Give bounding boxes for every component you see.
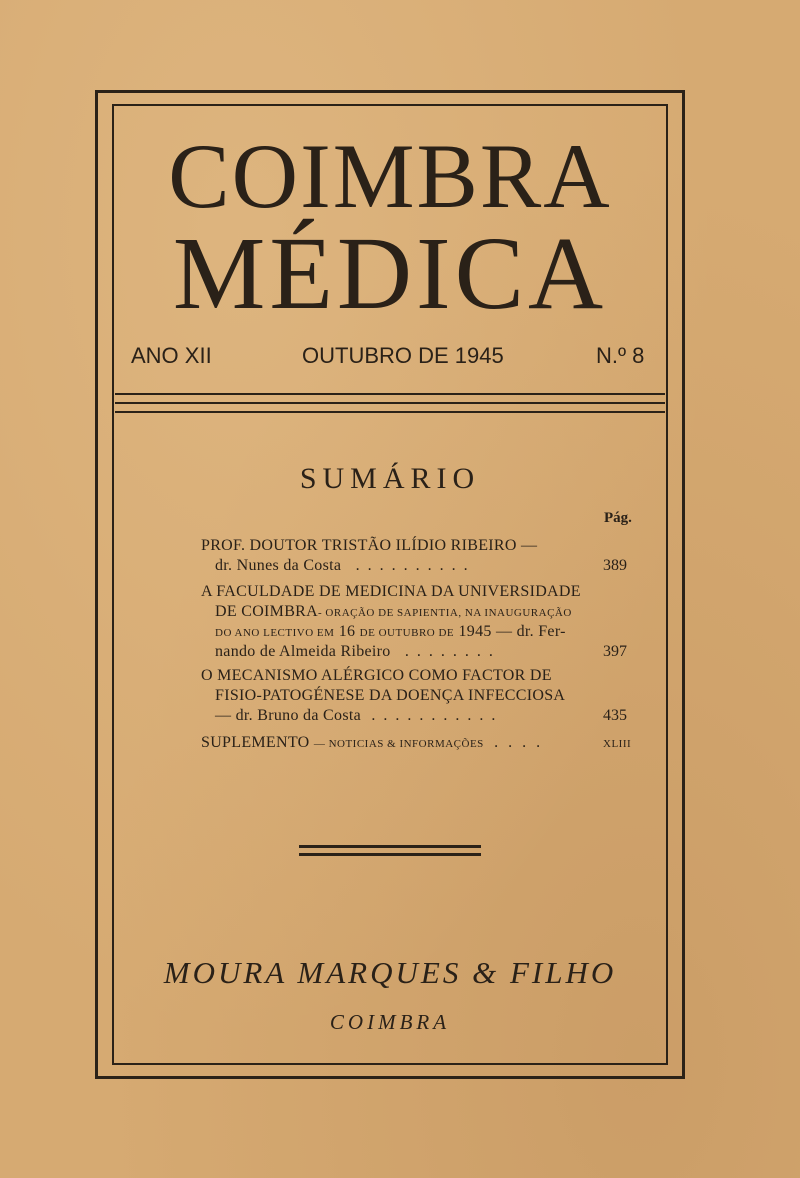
toc-entry-2-author: nando de Almeida Ribeiro bbox=[215, 643, 391, 660]
toc-entry-3-dots: . . . . . . . . . . . bbox=[371, 707, 498, 724]
toc-entry-4-line1 bbox=[201, 734, 543, 752]
ornament-rule-bottom bbox=[299, 853, 481, 856]
issue-date: OUTUBRO DE 1945 bbox=[302, 343, 504, 368]
toc-entry-2-tail: 1945 — dr. Fer- bbox=[458, 623, 566, 640]
publisher-name: MOURA MARQUES & FILHO bbox=[163, 955, 617, 990]
toc-entry-3-line2: FISIO-PATOGÉNESE DA DOENÇA INFECCIOSA bbox=[215, 687, 566, 704]
toc-entry-2-line3 bbox=[215, 623, 566, 641]
journal-title-line1: COIMBRA bbox=[168, 125, 612, 227]
toc-entry-3-author: — dr. Bruno da Costa bbox=[215, 707, 361, 724]
toc-entry-2-line1: A FACULDADE DE MEDICINA DA UNIVERSIDADE bbox=[201, 583, 581, 600]
page-column-label: Pág. bbox=[604, 510, 632, 526]
toc-entry-2-sub-a: DO ANO LECTIVO EM bbox=[215, 627, 335, 639]
toc-entry-3-line3 bbox=[215, 707, 497, 725]
header-rule-bottom bbox=[115, 411, 665, 413]
toc-entry-4-page: XLIII bbox=[603, 738, 632, 750]
toc-entry-2-line2 bbox=[215, 603, 572, 621]
toc-entry-1-page: 389 bbox=[603, 557, 627, 574]
toc-entry-2-page: 397 bbox=[603, 643, 627, 660]
journal-title-line2: MÉDICA bbox=[172, 216, 608, 331]
toc-entry-2-dots: . . . . . . . . bbox=[404, 643, 495, 660]
contents-heading: SUMÁRIO bbox=[299, 462, 481, 495]
toc-entry-1-line1: PROF. DOUTOR TRISTÃO ILÍDIO RIBEIRO — bbox=[201, 537, 538, 554]
toc-entry-1-author: dr. Nunes da Costa bbox=[215, 557, 342, 574]
toc-entry-2-line4 bbox=[215, 643, 495, 661]
toc-entry-4-dots: . . . . bbox=[494, 734, 544, 751]
toc-entry-3-page: 435 bbox=[603, 707, 627, 724]
publisher-city: COIMBRA bbox=[329, 1010, 451, 1034]
ornament-rule-top bbox=[299, 845, 481, 848]
issue-year: ANO XII bbox=[131, 343, 212, 368]
toc-entry-1-line2 bbox=[215, 557, 470, 575]
toc-entry-4-main: SUPLEMENTO bbox=[201, 734, 310, 751]
toc-entry-2-day: 16 bbox=[338, 623, 356, 640]
toc-entry-1-dots: . . . . . . . . . . bbox=[355, 557, 470, 574]
toc-entry-2-sub-b: DE OUTUBRO DE bbox=[359, 627, 455, 639]
header-rule-top bbox=[115, 393, 665, 395]
issue-number: N.º 8 bbox=[596, 343, 645, 368]
toc-entry-4-subtitle: — NOTICIAS & INFORMAÇÕES bbox=[313, 738, 484, 750]
toc-entry-2-subtitle: - ORAÇÃO DE SAPIENTIA, NA INAUGURAÇÃO bbox=[318, 607, 572, 619]
toc-entry-2-main: DE COIMBRA bbox=[215, 603, 319, 620]
header-rule-middle bbox=[115, 402, 665, 404]
toc-entry-3-line1: O MECANISMO ALÉRGICO COMO FACTOR DE bbox=[201, 667, 552, 684]
